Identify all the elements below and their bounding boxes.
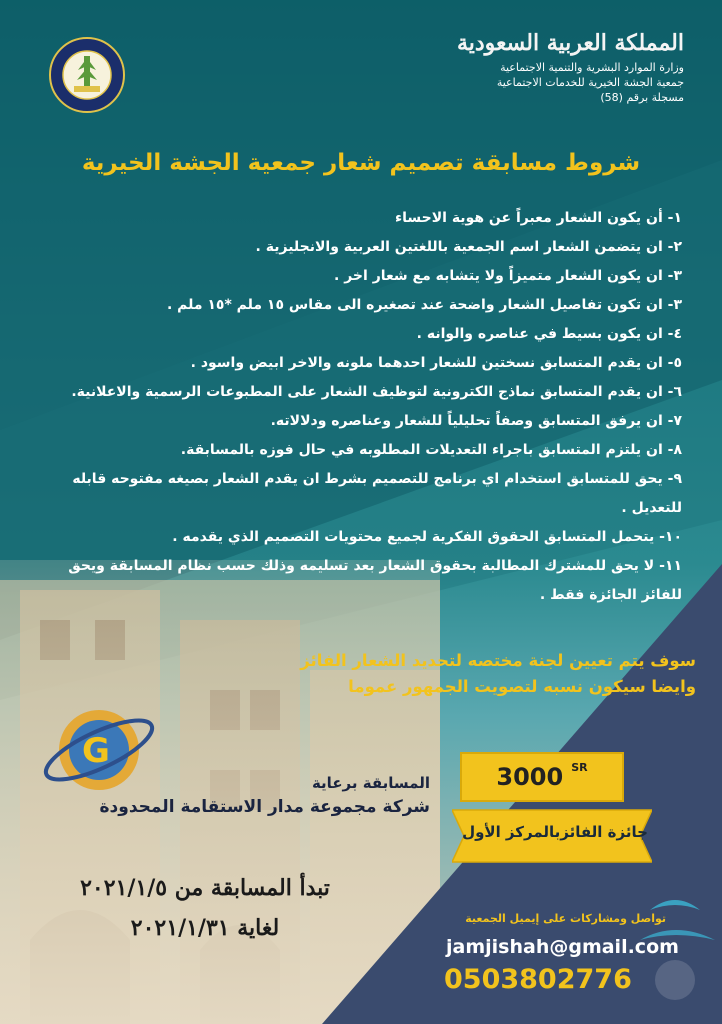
- rule-item: ٣- ان تكون تفاصيل الشعار واضحة عند تصغيره الى مقاس ١٥ ملم *١٥ ملم .: [166, 297, 682, 313]
- header-block: [457, 30, 684, 105]
- rule-item: ١٠- يتحمل المتسابق الحقوق الفكرية لجميع محتويات التصميم الذي يقدمه .: [172, 529, 682, 545]
- association-line: جمعية الجشة الخيرية للخدمات الاجتماعية: [496, 76, 684, 89]
- committee-line: سوف يتم تعيين لجنة مختصه لتحديد الشعار الفائز: [300, 651, 696, 670]
- rules-list: [50, 204, 682, 610]
- rule-item: ٧- ان يرفق المتسابق وصفاً تحليلياً للشعار وعناصره ودلالاته.: [270, 413, 682, 429]
- rule-item: ٦- ان يقدم المتسابق نماذج الكترونية لتوظيف الشعار على المطبوعات الرسمية والاعلانية.: [71, 384, 682, 400]
- rule-item: ٩- يحق للمتسابق استخدام اي برنامج للتصميم بشرط ان يقدم الشعار بصيغه مفتوحه قابله للتعديل .: [72, 471, 682, 516]
- association-logo: [48, 36, 126, 114]
- rule-item: ٥- ان يقدم المتسابق نسختين للشعار احدهما ملونه والاخر ابيض واسود .: [190, 355, 682, 371]
- rule-item: ٣- ان يكون الشعار متميزاً ولا يتشابه مع شعار اخر .: [334, 268, 682, 284]
- sponsor-lead: المسابقة برعاية: [311, 774, 430, 792]
- prize-currency: SR: [571, 761, 588, 774]
- kingdom-title: المملكة العربية السعودية: [456, 30, 684, 56]
- rule-item: ٢- ان يتضمن الشعار اسم الجمعية باللغتين العربية والانجليزية .: [255, 239, 682, 255]
- start-date: تبدأ المسابقة من ٢٠٢١/١/٥: [80, 875, 330, 901]
- association-emblem-icon: [48, 36, 126, 114]
- contact-phone[interactable]: 0503802776: [444, 964, 632, 995]
- contact-note: تواصل ومشاركات على إيميل الجمعية: [465, 912, 666, 925]
- dates-block: [40, 868, 370, 948]
- contact-email[interactable]: jamjishah@gmail.com: [446, 936, 679, 958]
- end-date: لغاية ٢٠٢١/١/٣١: [130, 915, 280, 941]
- prize-amount: 3000: [496, 763, 564, 791]
- page-title: شروط مسابقة تصميم شعار جمعية الجشة الخيرية: [81, 150, 641, 176]
- prize-amount-box: [460, 752, 624, 802]
- rule-item: ١- أن يكون الشعار معبراً عن هوية الاحساء: [394, 210, 682, 226]
- committee-note: [300, 648, 696, 700]
- rule-item: ٤- ان يكون بسيط في عناصره والوانه .: [416, 326, 682, 342]
- prize-label: جائزة الفائزبالمركز الأول: [462, 823, 648, 841]
- voting-line: وايضا سيكون نسبه لتصويت الجمهور عموما: [348, 677, 696, 696]
- rule-item: ٨- ان يلتزم المتسابق باجراء التعديلات المطلوبه في حال فوزه بالمسابقة.: [180, 442, 682, 458]
- watermark-icon: [630, 870, 720, 1020]
- sponsor-name: شركة مجموعة مدار الاستقامة المحدودة: [99, 797, 430, 817]
- svg-text:G: G: [82, 731, 110, 771]
- ministry-info: [457, 60, 684, 105]
- ministry-line: وزارة الموارد البشرية والتنمية الاجتماعية: [500, 61, 684, 74]
- rule-item: ١١- لا يحق للمشترك المطالبة بحقوق الشعار بعد تسليمه وذلك حسب نظام المسابقة ويحق للفائز الجائزة فقط .: [68, 558, 682, 603]
- registration-line: مسجلة برقم (58): [600, 91, 684, 104]
